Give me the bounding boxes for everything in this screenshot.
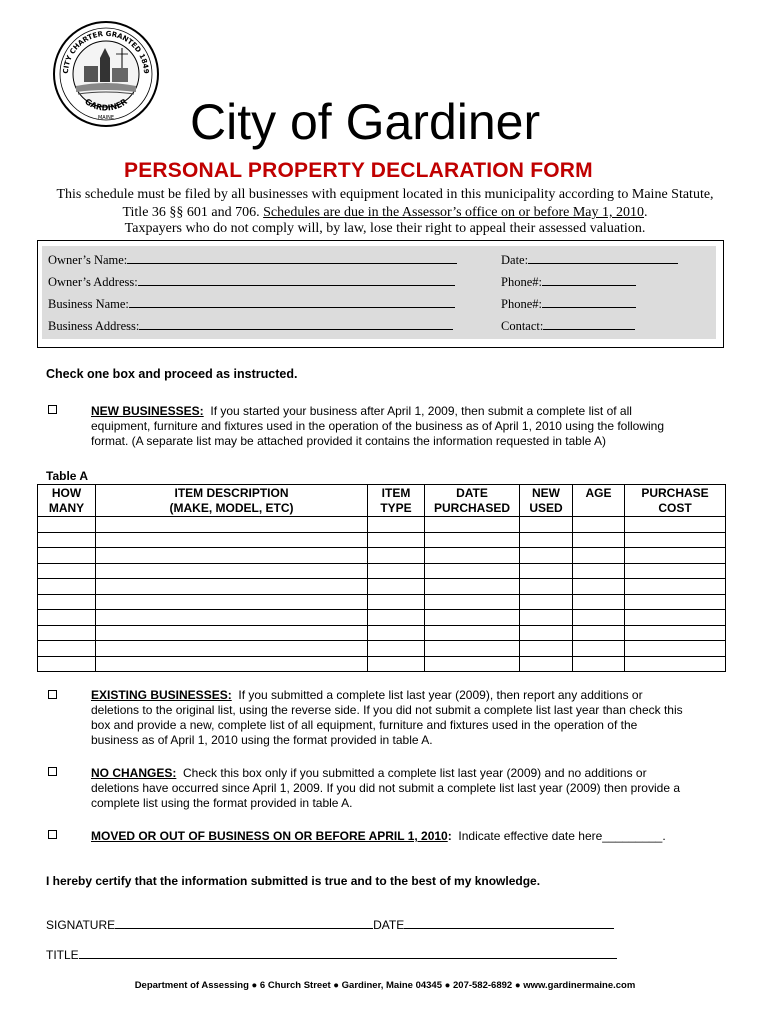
table-a-cell[interactable]	[96, 625, 368, 641]
table-a-cell[interactable]	[573, 532, 625, 548]
table-a-cell[interactable]	[425, 656, 520, 672]
table-a-cell[interactable]	[425, 625, 520, 641]
table-a-cell[interactable]	[96, 563, 368, 579]
table-a-cell[interactable]	[573, 656, 625, 672]
table-a-caption: Table A	[46, 469, 89, 483]
table-a-cell[interactable]	[368, 563, 425, 579]
table-a-cell[interactable]	[625, 517, 726, 533]
table-a-cell[interactable]	[625, 579, 726, 595]
table-a-cell[interactable]	[96, 579, 368, 595]
table-a-cell[interactable]	[368, 594, 425, 610]
table-a-cell[interactable]	[625, 641, 726, 657]
new-businesses-checkbox[interactable]	[48, 405, 57, 414]
table-a-cell[interactable]	[368, 532, 425, 548]
due-date-notice: Schedules are due in the Assessor’s office on or before May 1, 2010	[263, 205, 645, 220]
col-how-many: HOW MANY	[38, 485, 96, 517]
table-a	[37, 484, 726, 672]
table-a-cell[interactable]	[573, 563, 625, 579]
table-a-row	[38, 656, 726, 672]
table-a-cell[interactable]	[96, 610, 368, 626]
table-a-cell[interactable]	[96, 594, 368, 610]
table-a-cell[interactable]	[38, 532, 96, 548]
table-a-cell[interactable]	[96, 517, 368, 533]
table-a-cell[interactable]	[520, 563, 573, 579]
table-a-row	[38, 579, 726, 595]
intro-line-2: Title 36 §§ 601 and 706. Schedules are due in the Assessor’s office on or before May 1, 2010.	[122, 205, 648, 220]
table-a-cell[interactable]	[573, 517, 625, 533]
owners-name-field[interactable]: Owner’s Name:	[48, 251, 457, 268]
table-a-cell[interactable]	[425, 594, 520, 610]
seal-bottom-text: GARDINER	[83, 97, 129, 113]
table-a-cell[interactable]	[625, 625, 726, 641]
table-a-cell[interactable]	[96, 532, 368, 548]
table-a-cell[interactable]	[520, 641, 573, 657]
title-label: TITLE	[46, 948, 79, 962]
table-a-cell[interactable]	[368, 548, 425, 564]
table-a-cell[interactable]	[425, 610, 520, 626]
moved-label: MOVED OR OUT OF BUSINESS ON OR BEFORE APRIL 1, 2010	[91, 829, 448, 843]
intro-line-3: Taxpayers who do not comply will, by law, lose their right to appeal their assessed valuation.	[124, 221, 646, 236]
table-a-row	[38, 594, 726, 610]
table-a-cell[interactable]	[573, 548, 625, 564]
title-row	[46, 947, 617, 962]
table-a-cell[interactable]	[573, 610, 625, 626]
table-a-cell[interactable]	[38, 517, 96, 533]
table-a-cell[interactable]	[425, 548, 520, 564]
table-a-cell[interactable]	[368, 517, 425, 533]
table-a-cell[interactable]	[38, 641, 96, 657]
table-a-row	[38, 517, 726, 533]
table-a-cell[interactable]	[573, 625, 625, 641]
table-a-cell[interactable]	[625, 594, 726, 610]
col-age: AGE	[573, 485, 625, 517]
table-a-cell[interactable]	[625, 532, 726, 548]
certification-statement: I hereby certify that the information submitted is true and to the best of my knowledge.	[46, 874, 541, 888]
no-changes-checkbox[interactable]	[48, 767, 57, 776]
table-a-row	[38, 625, 726, 641]
table-a-cell[interactable]	[573, 594, 625, 610]
table-a-cell[interactable]	[368, 625, 425, 641]
table-a-cell[interactable]	[38, 579, 96, 595]
col-item-description: ITEM DESCRIPTION (MAKE, MODEL, ETC)	[96, 485, 368, 517]
table-a-cell[interactable]	[573, 641, 625, 657]
col-new-used: NEW USED	[520, 485, 573, 517]
table-a-row	[38, 563, 726, 579]
col-purchase-cost: PURCHASE COST	[625, 485, 726, 517]
table-a-cell[interactable]	[96, 641, 368, 657]
moved-text: MOVED OR OUT OF BUSINESS ON OR BEFORE APRIL 1, 2010: Indicate effective date here_________.	[91, 829, 666, 843]
seal-top-text: CITY CHARTER GRANTED 1849	[61, 29, 151, 74]
business-address-field[interactable]: Business Address:	[48, 317, 453, 334]
table-a-cell[interactable]	[520, 532, 573, 548]
signature-line[interactable]	[115, 917, 373, 929]
table-a-header-row	[38, 485, 726, 517]
existing-businesses-label: EXISTING BUSINESSES:	[91, 688, 232, 702]
business-name-field[interactable]: Business Name:	[48, 295, 455, 312]
table-a-cell[interactable]	[520, 625, 573, 641]
table-a-cell[interactable]	[625, 656, 726, 672]
table-a-cell[interactable]	[425, 563, 520, 579]
table-a-cell[interactable]	[368, 656, 425, 672]
table-a-row	[38, 532, 726, 548]
table-a-cell[interactable]	[425, 579, 520, 595]
table-a-row	[38, 548, 726, 564]
form-title: PERSONAL PROPERTY DECLARATION FORM	[124, 159, 593, 182]
table-a-cell[interactable]	[625, 548, 726, 564]
table-a-row	[38, 641, 726, 657]
table-a-cell[interactable]	[425, 641, 520, 657]
city-title: City of Gardiner	[190, 94, 541, 150]
signature-label: SIGNATURE	[46, 918, 116, 932]
title-line[interactable]	[79, 947, 617, 959]
table-a-cell[interactable]	[425, 517, 520, 533]
table-a-cell[interactable]	[520, 517, 573, 533]
table-a-cell[interactable]	[625, 610, 726, 626]
col-date-purchased: DATE PURCHASED	[425, 485, 520, 517]
signature-date-line[interactable]	[404, 917, 614, 929]
phone-field-2[interactable]: Phone#:	[501, 295, 636, 312]
existing-businesses-text: EXISTING BUSINESSES: If you submitted a complete list last year (2009), then report any additions or deletions to the original list, using the reverse side. If you did not submit a complete list last year than check this box and provide a new, complete list of all equipment, furniture and fixtures used in the operation of the business as of April 1, 2010 using the format provided in table A.	[91, 688, 683, 747]
instructions-heading: Check one box and proceed as instructed.	[46, 367, 298, 381]
date-field[interactable]: Date:	[501, 251, 678, 268]
table-a-cell[interactable]	[368, 610, 425, 626]
table-a-cell[interactable]	[38, 563, 96, 579]
table-a-cell[interactable]	[520, 610, 573, 626]
city-seal	[50, 18, 162, 130]
footer-contact: Department of Assessing ● 6 Church Street ● Gardiner, Maine 04345 ● 207-582-6892 ● www.gardinermaine.com	[134, 980, 636, 991]
table-a-cell[interactable]	[520, 548, 573, 564]
phone-field-1[interactable]: Phone#:	[501, 273, 636, 290]
table-a-cell[interactable]	[38, 548, 96, 564]
table-a-cell[interactable]	[38, 656, 96, 672]
no-changes-text: NO CHANGES: Check this box only if you submitted a complete list last year (2009) and no additions or deletions have occurred since April 1, 2009. If you did not submit a complete list last year (2009) then provide a complete list using the format provided in table A.	[91, 766, 680, 810]
table-a-cell[interactable]	[520, 579, 573, 595]
no-changes-label: NO CHANGES:	[91, 766, 177, 780]
table-a-cell[interactable]	[573, 579, 625, 595]
table-a-cell[interactable]	[425, 532, 520, 548]
moved-checkbox[interactable]	[48, 830, 57, 839]
table-a-cell[interactable]	[368, 641, 425, 657]
date-label: DATE	[373, 918, 405, 932]
table-a-cell[interactable]	[96, 656, 368, 672]
col-item-type: ITEM TYPE	[368, 485, 425, 517]
table-a-cell[interactable]	[368, 579, 425, 595]
new-businesses-label: NEW BUSINESSES:	[91, 404, 204, 418]
table-a-row	[38, 610, 726, 626]
table-a-cell[interactable]	[38, 594, 96, 610]
intro-line-1: This schedule must be filed by all businesses with equipment located in this municipality according to Maine Statute,	[56, 187, 714, 202]
new-businesses-text: NEW BUSINESSES: If you started your business after April 1, 2009, then submit a complete list of all equipment, furniture and fixtures used in the operation of the business as of April 1, 2010 using the following format. (A separate list may be attached provided it contains the information requested in table A)	[91, 404, 665, 448]
signature-date-row	[46, 917, 614, 932]
table-a-cell[interactable]	[625, 563, 726, 579]
table-a-cell[interactable]	[96, 548, 368, 564]
contact-field[interactable]: Contact:	[501, 317, 635, 334]
existing-businesses-checkbox[interactable]	[48, 690, 57, 699]
table-a-cell[interactable]	[520, 656, 573, 672]
seal-small-text: MAINE	[97, 115, 115, 121]
table-a-cell[interactable]	[38, 625, 96, 641]
table-a-cell[interactable]	[520, 594, 573, 610]
table-a-cell[interactable]	[38, 610, 96, 626]
owners-address-field[interactable]: Owner’s Address:	[48, 273, 455, 290]
